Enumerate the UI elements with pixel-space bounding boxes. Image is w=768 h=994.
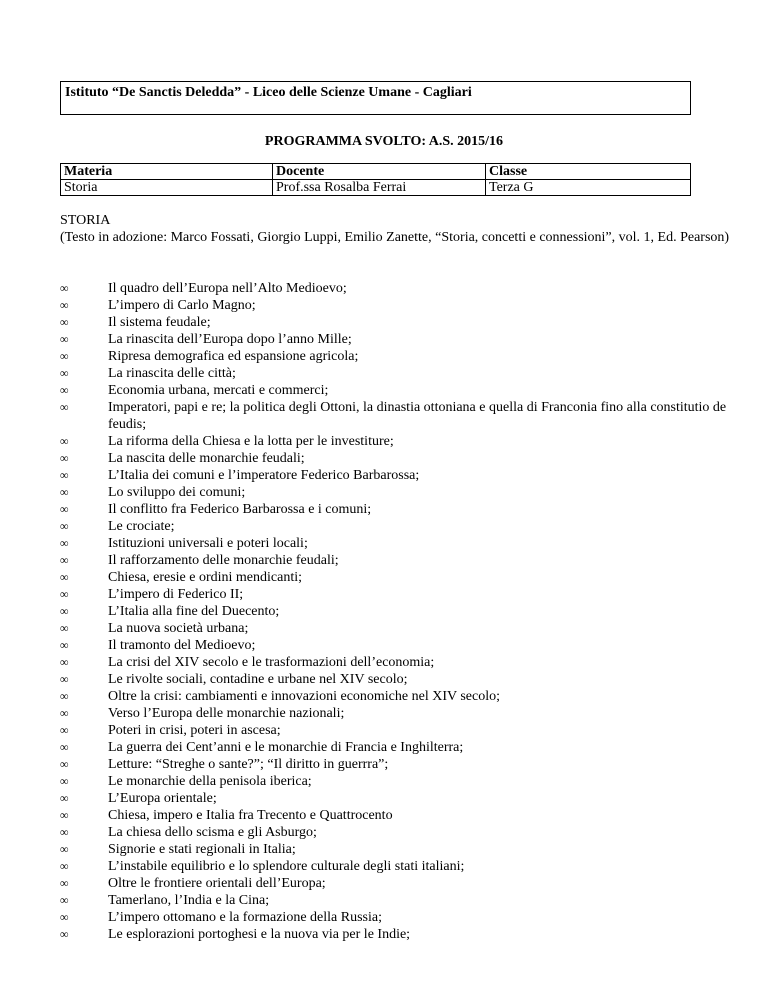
infinity-bullet-icon: ∞: [60, 434, 69, 448]
topic-text: Tamerlano, l’India e la Cina;: [108, 893, 270, 908]
topic-text: Il tramonto del Medioevo;: [108, 638, 256, 653]
infinity-bullet-icon: ∞: [60, 332, 69, 346]
topic-text: Oltre la crisi: cambiamenti e innovazioni economiche nel XIV secolo;: [108, 689, 500, 704]
list-item: [60, 586, 740, 603]
list-item: [60, 858, 740, 875]
topic-text: La guerra dei Cent’anni e le monarchie di Francia e Inghilterra;: [108, 740, 464, 755]
list-item: [60, 756, 740, 773]
topic-text: L’Italia alla fine del Duecento;: [108, 604, 280, 619]
list-item: [60, 909, 740, 926]
list-item: [60, 841, 740, 858]
list-item: [60, 552, 740, 569]
infinity-bullet-icon: ∞: [60, 604, 69, 618]
topic-text: Il quadro dell’Europa nell’Alto Medioevo;: [108, 281, 347, 296]
topic-text: La crisi del XIV secolo e le trasformazioni dell’economia;: [108, 655, 435, 670]
infinity-bullet-icon: ∞: [60, 672, 69, 686]
list-item: [60, 399, 740, 433]
list-item: [60, 739, 740, 756]
list-item: [60, 773, 740, 790]
section-intro: [60, 212, 740, 246]
infinity-bullet-icon: ∞: [60, 383, 69, 397]
info-table: [60, 163, 691, 196]
info-table-value-row: [61, 180, 691, 196]
infinity-bullet-icon: ∞: [60, 366, 69, 380]
topic-text: Il conflitto fra Federico Barbarossa e i comuni;: [108, 502, 372, 517]
textbook-note: (Testo in adozione: Marco Fossati, Giorgio Luppi, Emilio Zanette, “Storia, concetti e connessioni”, vol. 1, Ed. Pearson): [60, 230, 730, 245]
topic-text: Le monarchie della penisola iberica;: [108, 774, 312, 789]
institute-header-box: [60, 81, 691, 115]
infinity-bullet-icon: ∞: [60, 740, 69, 754]
topic-text: Letture: “Streghe o sante?”; “Il diritto in guerrra”;: [108, 757, 389, 772]
topic-text: La nascita delle monarchie feudali;: [108, 451, 305, 466]
infinity-bullet-icon: ∞: [60, 876, 69, 890]
infinity-bullet-icon: ∞: [60, 281, 69, 295]
institute-name: Istituto “De Sanctis Deledda” - Liceo delle Scienze Umane - Cagliari: [65, 85, 472, 100]
list-item: [60, 688, 740, 705]
topic-text: Le crociate;: [108, 519, 175, 534]
topic-text: Chiesa, impero e Italia fra Trecento e Quattrocento: [108, 808, 393, 823]
header-classe: Classe: [486, 164, 691, 180]
section-title: STORIA: [60, 213, 111, 228]
value-classe: Terza G: [486, 180, 691, 196]
list-item: [60, 518, 740, 535]
topic-text: La rinascita dell’Europa dopo l’anno Mille;: [108, 332, 352, 347]
infinity-bullet-icon: ∞: [60, 638, 69, 652]
infinity-bullet-icon: ∞: [60, 774, 69, 788]
infinity-bullet-icon: ∞: [60, 298, 69, 312]
infinity-bullet-icon: ∞: [60, 706, 69, 720]
value-docente: Prof.ssa Rosalba Ferrai: [273, 180, 486, 196]
topic-text: Imperatori, papi e re; la politica degli Ottoni, la dinastia ottoniana e quella di Franconia fino alla constitutio de feudis;: [108, 400, 727, 432]
topic-text: La riforma della Chiesa e la lotta per le investiture;: [108, 434, 394, 449]
topic-text: Poteri in crisi, poteri in ascesa;: [108, 723, 281, 738]
infinity-bullet-icon: ∞: [60, 842, 69, 856]
list-item: [60, 382, 740, 399]
topic-text: L’impero di Federico II;: [108, 587, 244, 602]
topic-text: L’instabile equilibrio e lo splendore culturale degli stati italiani;: [108, 859, 465, 874]
topic-text: Economia urbana, mercati e commerci;: [108, 383, 329, 398]
infinity-bullet-icon: ∞: [60, 655, 69, 669]
topic-text: La chiesa dello scisma e gli Asburgo;: [108, 825, 317, 840]
header-materia: Materia: [61, 164, 273, 180]
infinity-bullet-icon: ∞: [60, 468, 69, 482]
infinity-bullet-icon: ∞: [60, 689, 69, 703]
infinity-bullet-icon: ∞: [60, 757, 69, 771]
infinity-bullet-icon: ∞: [60, 621, 69, 635]
list-item: [60, 297, 740, 314]
list-item: [60, 569, 740, 586]
topic-text: Il rafforzamento delle monarchie feudali;: [108, 553, 339, 568]
list-item: [60, 467, 740, 484]
header-docente: Docente: [273, 164, 486, 180]
list-item: [60, 875, 740, 892]
infinity-bullet-icon: ∞: [60, 791, 69, 805]
topic-text: L’impero di Carlo Magno;: [108, 298, 256, 313]
infinity-bullet-icon: ∞: [60, 553, 69, 567]
infinity-bullet-icon: ∞: [60, 451, 69, 465]
topic-text: L’impero ottomano e la formazione della Russia;: [108, 910, 382, 925]
infinity-bullet-icon: ∞: [60, 502, 69, 516]
list-item: [60, 501, 740, 518]
list-item: [60, 314, 740, 331]
topics-list: [60, 280, 740, 943]
list-item: [60, 535, 740, 552]
topic-text: Signorie e stati regionali in Italia;: [108, 842, 296, 857]
topic-text: L’Italia dei comuni e l’imperatore Federico Barbarossa;: [108, 468, 420, 483]
infinity-bullet-icon: ∞: [60, 723, 69, 737]
topic-text: Ripresa demografica ed espansione agricola;: [108, 349, 359, 364]
list-item: [60, 671, 740, 688]
infinity-bullet-icon: ∞: [60, 570, 69, 584]
infinity-bullet-icon: ∞: [60, 910, 69, 924]
infinity-bullet-icon: ∞: [60, 536, 69, 550]
topic-text: Oltre le frontiere orientali dell’Europa;: [108, 876, 326, 891]
info-table-header-row: [61, 164, 691, 180]
list-item: [60, 926, 740, 943]
list-item: [60, 807, 740, 824]
infinity-bullet-icon: ∞: [60, 349, 69, 363]
topic-text: La nuova società urbana;: [108, 621, 249, 636]
topic-text: Verso l’Europa delle monarchie nazionali;: [108, 706, 345, 721]
program-title: PROGRAMMA SVOLTO: A.S. 2015/16: [264, 134, 504, 149]
topic-text: Chiesa, eresie e ordini mendicanti;: [108, 570, 302, 585]
list-item: [60, 790, 740, 807]
list-item: [60, 348, 740, 365]
topic-text: Le rivolte sociali, contadine e urbane nel XIV secolo;: [108, 672, 408, 687]
list-item: [60, 620, 740, 637]
topic-text: Istituzioni universali e poteri locali;: [108, 536, 308, 551]
infinity-bullet-icon: ∞: [60, 825, 69, 839]
infinity-bullet-icon: ∞: [60, 519, 69, 533]
infinity-bullet-icon: ∞: [60, 485, 69, 499]
infinity-bullet-icon: ∞: [60, 315, 69, 329]
list-item: [60, 705, 740, 722]
infinity-bullet-icon: ∞: [60, 893, 69, 907]
list-item: [60, 331, 740, 348]
list-item: [60, 365, 740, 382]
infinity-bullet-icon: ∞: [60, 859, 69, 873]
topic-text: Le esplorazioni portoghesi e la nuova via per le Indie;: [108, 927, 411, 942]
topic-text: L’Europa orientale;: [108, 791, 217, 806]
value-materia: Storia: [61, 180, 273, 196]
list-item: [60, 637, 740, 654]
list-item: [60, 280, 740, 297]
list-item: [60, 484, 740, 501]
topic-text: Il sistema feudale;: [108, 315, 211, 330]
topic-text: Lo sviluppo dei comuni;: [108, 485, 246, 500]
list-item: [60, 450, 740, 467]
list-item: [60, 824, 740, 841]
list-item: [60, 433, 740, 450]
infinity-bullet-icon: ∞: [60, 927, 69, 941]
topic-text: La rinascita delle città;: [108, 366, 236, 381]
list-item: [60, 603, 740, 620]
infinity-bullet-icon: ∞: [60, 587, 69, 601]
list-item: [60, 722, 740, 739]
list-item: [60, 892, 740, 909]
infinity-bullet-icon: ∞: [60, 808, 69, 822]
list-item: [60, 654, 740, 671]
infinity-bullet-icon: ∞: [60, 400, 69, 414]
